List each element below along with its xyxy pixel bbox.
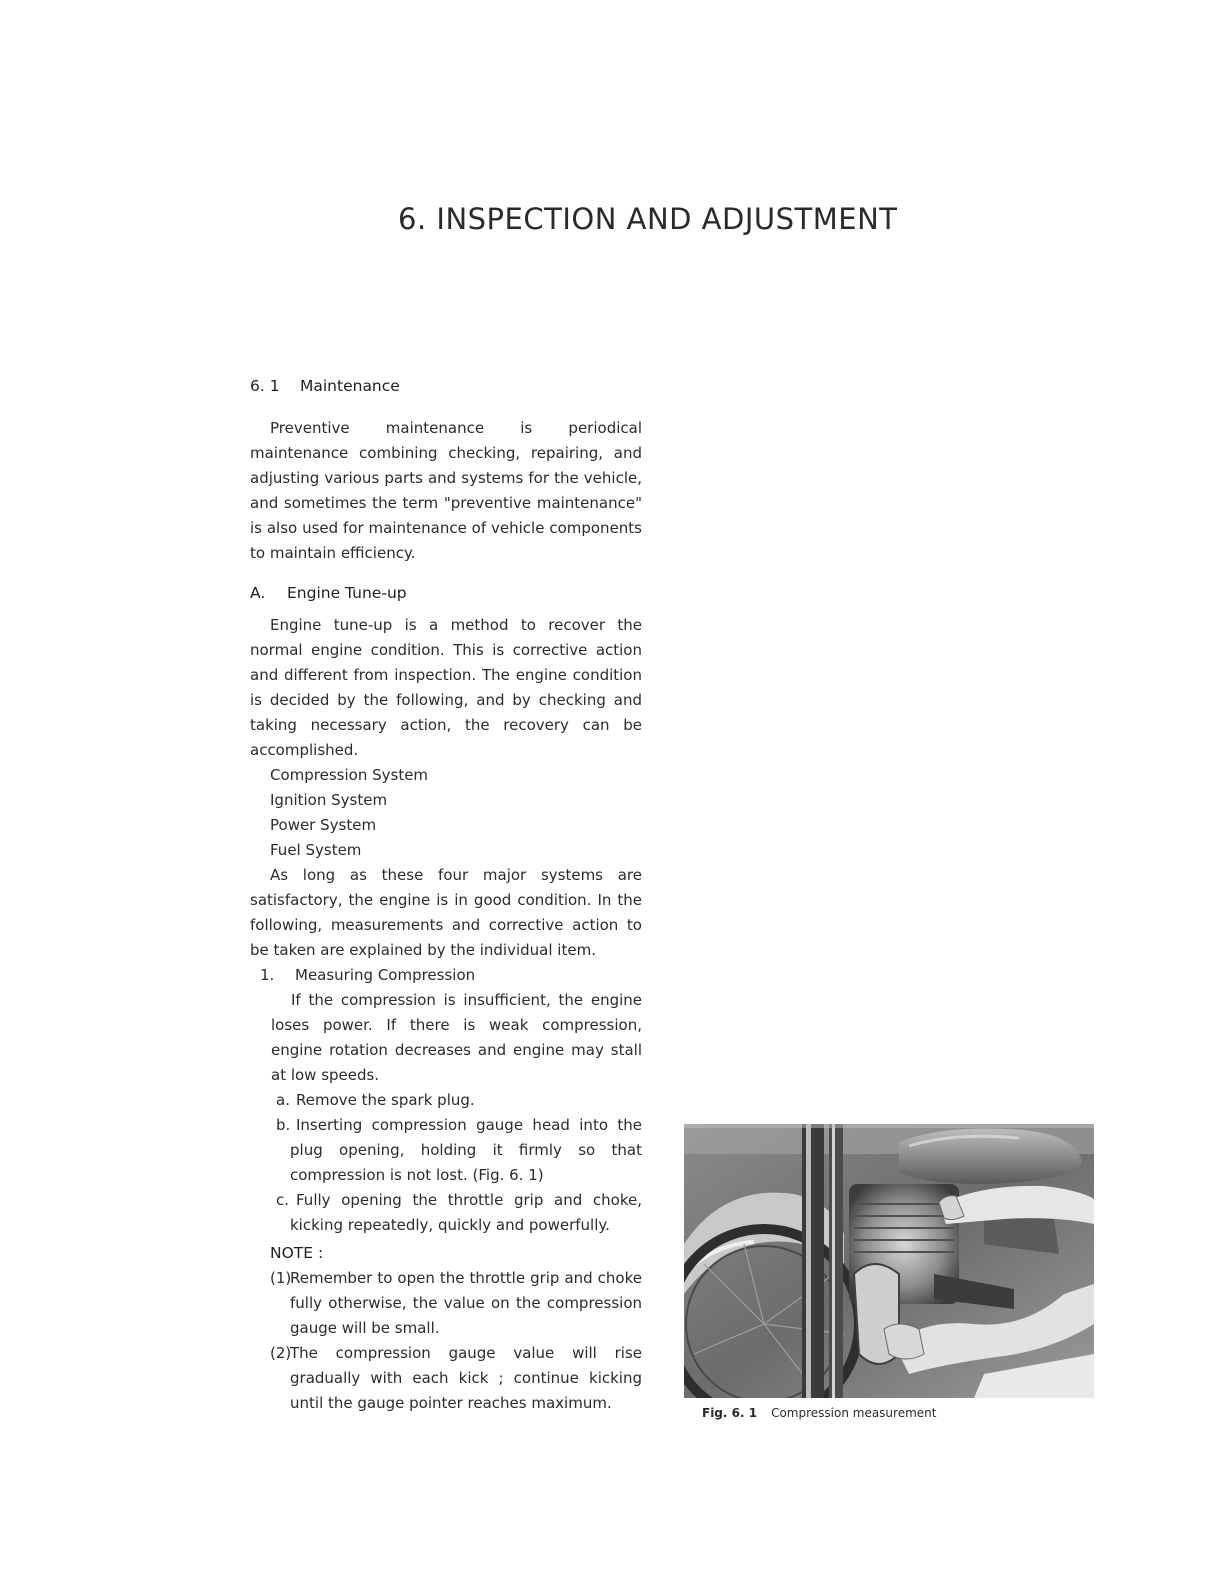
- step-text: Remove the spark plug.: [296, 1091, 475, 1109]
- subsection-heading: [250, 584, 407, 602]
- section-heading: [250, 377, 400, 395]
- section-title: Maintenance: [300, 377, 400, 395]
- item-heading: [250, 963, 642, 988]
- step-item: [250, 1088, 642, 1113]
- tuneup-paragraph: Engine tune-up is a method to recover the normal engine condition. This is corrective action and different from inspection. The engine condition is decided by the following, and by checking and taking necessary action, the recovery can be accomplished.: [250, 616, 642, 759]
- step-item: [250, 1188, 642, 1238]
- note-index: (1): [270, 1269, 292, 1287]
- figure-caption-text: Compression measurement: [771, 1406, 937, 1420]
- section-intro-block: [250, 416, 642, 566]
- system-list-item: Power System: [270, 816, 377, 834]
- note-text: The compression gauge value will rise gradually with each kick ; continue kicking until the gauge pointer reaches maximum.: [290, 1344, 642, 1412]
- step-text: Inserting compression gauge head into the plug opening, holding it firmly so that compression is not lost. (Fig. 6. 1): [290, 1116, 642, 1184]
- subsection-letter: A.: [250, 584, 266, 602]
- chapter-title: 6. INSPECTION AND ADJUSTMENT: [398, 202, 898, 236]
- section-number: 6. 1: [250, 377, 280, 395]
- note-label: NOTE :: [270, 1244, 324, 1262]
- note-item: [250, 1341, 642, 1416]
- compression-measurement-photo: [684, 1124, 1094, 1398]
- system-list-item: Compression System: [270, 766, 429, 784]
- step-letter: c.: [276, 1191, 290, 1209]
- item-body-paragraph: If the compression is insufficient, the engine loses power. If there is weak compression, engine rotation decreases and engine may stall at low speeds.: [271, 991, 642, 1084]
- step-letter: b.: [276, 1116, 291, 1134]
- figure-label: Fig. 6. 1: [702, 1406, 758, 1420]
- note-index: (2): [270, 1344, 292, 1362]
- step-letter: a.: [276, 1091, 290, 1109]
- section-intro-paragraph: Preventive maintenance is periodical maintenance combining checking, repairing, and adjusting various parts and systems for the vehicle, and sometimes the term "preventive maintenance" is also used for maintenance of vehicle components to maintain efficiency.: [250, 419, 642, 562]
- engine-tuneup-body: [250, 613, 642, 1416]
- systems-summary-paragraph: As long as these four major systems are satisfactory, the engine is in good condition. In the following, measurements and corrective action to be taken are explained by the individual item.: [250, 866, 642, 959]
- step-text: Fully opening the throttle grip and choke, kicking repeatedly, quickly and powerfully.: [290, 1191, 642, 1234]
- figure-caption: [702, 1406, 936, 1420]
- step-item: [250, 1113, 642, 1188]
- system-list-item: Fuel System: [270, 841, 362, 859]
- item-number: 1.: [260, 966, 275, 984]
- note-item: [250, 1266, 642, 1341]
- note-text: Remember to open the throttle grip and choke fully otherwise, the value on the compression gauge will be small.: [290, 1269, 642, 1337]
- system-list-item: Ignition System: [270, 791, 388, 809]
- item-title: Measuring Compression: [295, 966, 476, 984]
- subsection-title: Engine Tune-up: [287, 584, 407, 602]
